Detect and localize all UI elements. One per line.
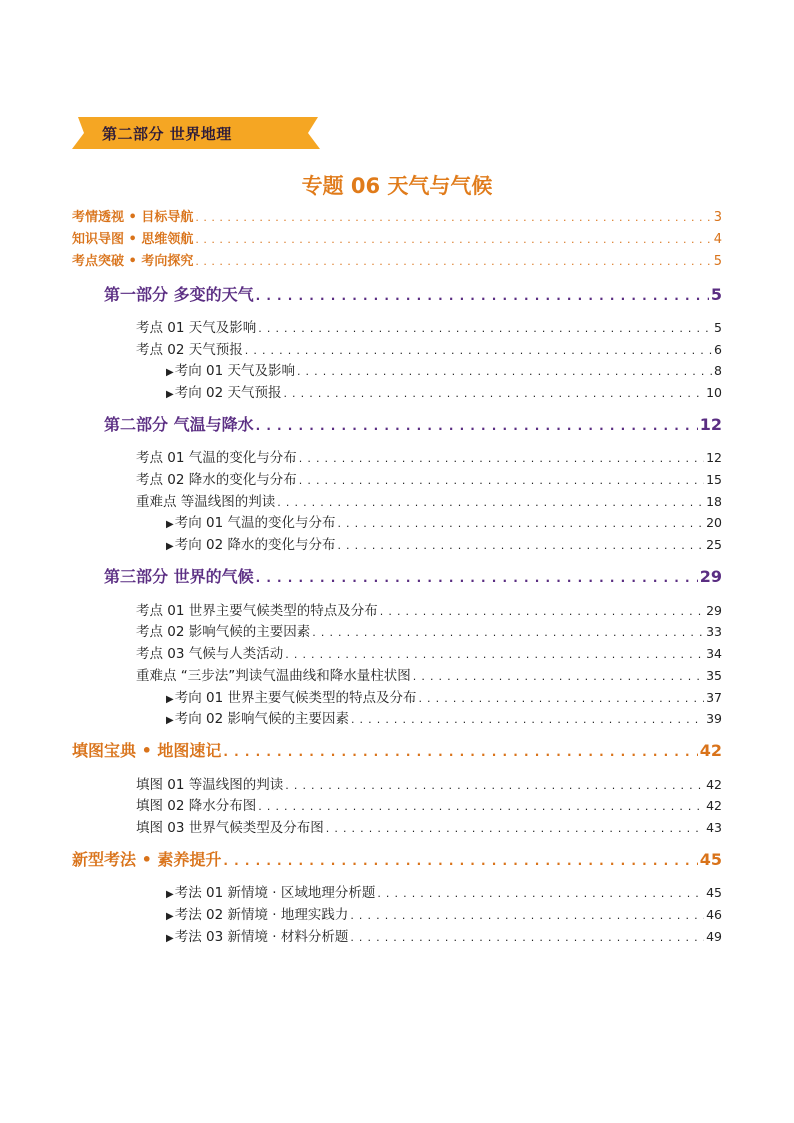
triangle-right-icon: ▶: [166, 933, 174, 944]
toc-item-label: 考点 03 气候与人类活动: [136, 646, 284, 662]
toc-leader-dots: [223, 745, 697, 759]
banner-title: 第二部分 世界地理: [102, 125, 232, 143]
toc-item-label: 填图 02 降水分布图: [136, 798, 257, 814]
toc-page-number: 6: [714, 342, 722, 357]
toc-section-map[interactable]: [72, 738, 722, 761]
toc-leader-dots: [299, 452, 704, 465]
toc-item[interactable]: [136, 599, 722, 619]
toc-subitem[interactable]: [166, 707, 722, 727]
toc-page-number: 10: [706, 385, 722, 400]
toc-subitem-label: 考法 03 新情境 · 材料分析题: [174, 929, 349, 945]
toc-leader-dots: [195, 211, 711, 224]
toc-leader-dots: [256, 289, 709, 303]
toc-leader-dots: [350, 909, 704, 922]
toc-leader-dots: [195, 233, 711, 246]
toc-leader-dots: [283, 387, 704, 400]
toc-page-number: 25: [706, 537, 722, 552]
toc-subitem[interactable]: [166, 686, 722, 706]
toc-page-number: 46: [706, 907, 722, 922]
toc-item[interactable]: [136, 468, 722, 488]
toc-leader-dots: [312, 626, 704, 639]
toc-section-new[interactable]: [72, 847, 722, 870]
toc-entry-label: 知识导图 • 思维领航: [72, 232, 194, 247]
toc-item-label: 考点 02 影响气候的主要因素: [136, 624, 311, 640]
toc-leader-dots: [326, 822, 704, 835]
toc-part-label: 第二部分 气温与降水: [104, 415, 254, 434]
toc-leader-dots: [299, 474, 704, 487]
triangle-right-icon: ▶: [166, 911, 174, 922]
toc-leader-dots: [297, 365, 712, 378]
toc-page-number: 29: [706, 603, 722, 618]
toc-leader-dots: [337, 517, 704, 530]
toc-subitem[interactable]: [166, 381, 722, 401]
toc-page-number: 12: [699, 415, 722, 434]
toc-item[interactable]: [136, 446, 722, 466]
toc-item-label: 考点 02 降水的变化与分布: [136, 472, 297, 488]
toc-leader-dots: [350, 931, 704, 944]
toc-page-number: 18: [706, 494, 722, 509]
toc-page-number: 29: [699, 567, 722, 586]
toc-page-number: 5: [713, 254, 722, 269]
toc-subitem[interactable]: [166, 925, 722, 945]
toc-page-number: 42: [706, 777, 722, 792]
toc-page-number: 43: [706, 820, 722, 835]
toc-leader-dots: [245, 344, 712, 357]
triangle-right-icon: ▶: [166, 389, 174, 400]
toc-page-number: 4: [713, 232, 722, 247]
toc-item-label: 填图 03 世界气候类型及分布图: [136, 820, 324, 836]
toc-part-label: 第三部分 世界的气候: [104, 567, 254, 586]
toc-leader-dots: [277, 496, 704, 509]
toc-subitem-label: 考向 01 气温的变化与分布: [174, 515, 336, 531]
toc-subitem[interactable]: [166, 533, 722, 553]
toc-part-3[interactable]: [104, 564, 722, 587]
toc-page-number: 37: [706, 690, 722, 705]
toc-leader-dots: [285, 779, 704, 792]
toc-item[interactable]: [136, 794, 722, 814]
toc-leader-dots: [258, 800, 704, 813]
toc-item-label: 重难点 “三步法”判读气温曲线和降水量柱状图: [136, 668, 411, 684]
toc-subitem-label: 考向 01 世界主要气候类型的特点及分布: [174, 690, 417, 706]
toc-item[interactable]: [136, 642, 722, 662]
toc-page-number: 49: [706, 929, 722, 944]
toc-leader-dots: [223, 854, 697, 868]
triangle-right-icon: ▶: [166, 715, 174, 726]
toc-leader-dots: [380, 605, 704, 618]
toc-item-label: 考点 01 气温的变化与分布: [136, 450, 297, 466]
toc-subitem-label: 考法 01 新情境 · 区域地理分析题: [174, 885, 376, 901]
triangle-right-icon: ▶: [166, 541, 174, 552]
page-title: 专题 06 天气与气候: [301, 174, 493, 198]
toc-subitem-label: 考向 01 天气及影响: [174, 363, 295, 379]
toc-item[interactable]: [136, 338, 722, 358]
triangle-right-icon: ▶: [166, 367, 174, 378]
toc-item[interactable]: [136, 490, 722, 510]
toc-item-label: 考点 01 天气及影响: [136, 320, 257, 336]
toc-page-number: 34: [706, 646, 722, 661]
toc-item-label: 考点 01 世界主要气候类型的特点及分布: [136, 603, 378, 619]
toc-leader-dots: [256, 419, 698, 433]
toc-subitem[interactable]: [166, 359, 722, 379]
toc-page-number: 8: [714, 363, 722, 378]
toc-page-number: 42: [706, 798, 722, 813]
toc-page-number: 5: [714, 320, 722, 335]
toc-leader-dots: [351, 713, 704, 726]
toc-page-number: 39: [706, 711, 722, 726]
toc-page-number: 35: [706, 668, 722, 683]
section-banner: [72, 114, 324, 152]
toc-leader-dots: [377, 887, 704, 900]
toc-subitem-label: 考向 02 影响气候的主要因素: [174, 711, 349, 727]
toc-item[interactable]: [136, 620, 722, 640]
triangle-right-icon: ▶: [166, 694, 174, 705]
toc-entry-mindmap[interactable]: [72, 228, 722, 247]
toc-leader-dots: [285, 648, 704, 661]
toc-item[interactable]: [136, 773, 722, 793]
toc-part-label: 第一部分 多变的天气: [104, 285, 254, 304]
toc-item-label: 重难点 等温线图的判读: [136, 494, 276, 510]
toc-section-label: 新型考法 • 素养提升: [72, 850, 222, 869]
toc-entry-label: 考点突破 • 考向探究: [72, 254, 194, 269]
toc-page-number: 15: [706, 472, 722, 487]
toc-page-number: 45: [706, 885, 722, 900]
toc-leader-dots: [418, 692, 704, 705]
toc-page-number: 33: [706, 624, 722, 639]
toc-item[interactable]: [136, 664, 722, 684]
toc-part-1[interactable]: [104, 282, 722, 305]
toc-leader-dots: [337, 539, 704, 552]
triangle-right-icon: ▶: [166, 519, 174, 530]
toc-entry-label: 考情透视 • 目标导航: [72, 210, 194, 225]
toc-page-number: 42: [699, 741, 722, 760]
toc-leader-dots: [413, 670, 704, 683]
toc-page-number: 20: [706, 515, 722, 530]
toc-subitem-label: 考法 02 新情境 · 地理实践力: [174, 907, 349, 923]
toc-item[interactable]: [136, 316, 722, 336]
toc-item-label: 填图 01 等温线图的判读: [136, 777, 284, 793]
toc-leader-dots: [195, 255, 711, 268]
toc-subitem[interactable]: [166, 511, 722, 531]
toc-leader-dots: [256, 571, 698, 585]
toc-part-2[interactable]: [104, 412, 722, 435]
toc-subitem[interactable]: [166, 881, 722, 901]
toc-leader-dots: [258, 322, 712, 335]
toc-page-number: 3: [713, 210, 722, 225]
toc-entry-breakthrough[interactable]: [72, 250, 722, 269]
toc-entry-overview[interactable]: [72, 206, 722, 225]
toc-item-label: 考点 02 天气预报: [136, 342, 243, 358]
toc-subitem-label: 考向 02 天气预报: [174, 385, 282, 401]
toc-page-number: 45: [699, 850, 722, 869]
triangle-right-icon: ▶: [166, 889, 174, 900]
toc-page-number: 12: [706, 450, 722, 465]
toc-item[interactable]: [136, 816, 722, 836]
toc-section-label: 填图宝典 • 地图速记: [72, 741, 222, 760]
toc-subitem[interactable]: [166, 903, 722, 923]
toc-page-number: 5: [710, 285, 722, 304]
toc-subitem-label: 考向 02 降水的变化与分布: [174, 537, 336, 553]
